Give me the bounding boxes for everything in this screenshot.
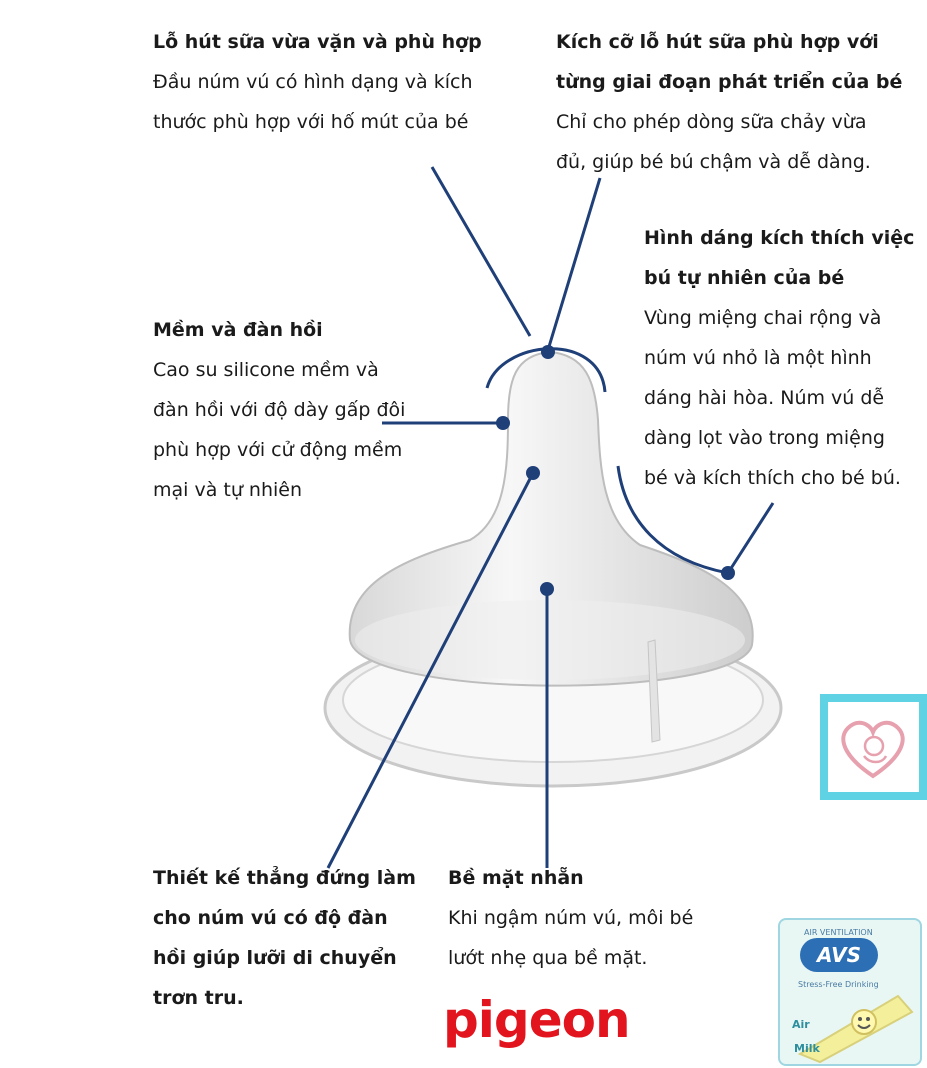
- avs-milk-text: Milk: [794, 1042, 820, 1055]
- annotation-fit-hole: [153, 22, 482, 142]
- annotation-heading: Mềm và đàn hồi: [153, 319, 323, 341]
- annotation-heading: trơn tru.: [153, 987, 244, 1009]
- annotation-body: thước phù hợp với hố mút của bé: [153, 111, 469, 133]
- annotation-body: Đầu núm vú có hình dạng và kích: [153, 71, 473, 93]
- marker-dot-tip: [541, 345, 555, 359]
- marker-dot-shoulder: [721, 566, 735, 580]
- marker-dot-base: [540, 582, 554, 596]
- annotation-heading: cho núm vú có độ đàn: [153, 907, 388, 929]
- heart-baby-icon: [828, 702, 919, 792]
- annotation-body: bé và kích thích cho bé bú.: [644, 467, 901, 489]
- avs-logo: AVS: [800, 938, 878, 972]
- avs-sub-text: Stress-Free Drinking: [798, 980, 879, 989]
- annotation-body: Chỉ cho phép dòng sữa chảy vừa: [556, 111, 867, 133]
- marker-dot-side: [496, 416, 510, 430]
- annotation-body: đủ, giúp bé bú chậm và dễ dàng.: [556, 151, 871, 173]
- annotation-body: đàn hồi với độ dày gấp đôi: [153, 399, 406, 421]
- annotation-body: dáng hài hòa. Núm vú dễ: [644, 387, 885, 409]
- avs-top-text: AIR VENTILATION: [804, 928, 873, 937]
- annotation-body: dàng lọt vào trong miệng: [644, 427, 885, 449]
- leader-line-3: [728, 503, 773, 573]
- annotation-heading: Kích cỡ lỗ hút sữa phù hợp với: [556, 31, 879, 53]
- annotation-body: núm vú nhỏ là một hình: [644, 347, 872, 369]
- annotation-soft-elastic: [153, 310, 405, 510]
- annotation-heading: bú tự nhiên của bé: [644, 267, 845, 289]
- annotation-body: phù hợp với cử động mềm: [153, 439, 403, 461]
- annotation-heading: Hình dáng kích thích việc: [644, 227, 915, 249]
- annotation-smooth-surface: [448, 858, 693, 978]
- annotation-body: Cao su silicone mềm và: [153, 359, 379, 381]
- annotation-heading: từng giai đoạn phát triển của bé: [556, 71, 903, 93]
- marker-dot-inner: [526, 466, 540, 480]
- pigeon-logo: pigeon: [443, 991, 630, 1049]
- annotation-heading: hồi giúp lưỡi di chuyển: [153, 947, 397, 969]
- leader-line-1: [432, 167, 530, 336]
- annotation-heading: Bề mặt nhẵn: [448, 867, 584, 889]
- annotation-natural-shape: [644, 218, 914, 498]
- annotation-hole-size: [556, 22, 902, 182]
- annotation-vertical-design: [153, 858, 416, 1018]
- annotation-body: lướt nhẹ qua bề mặt.: [448, 947, 648, 969]
- leader-line-2: [548, 178, 600, 350]
- annotation-heading: Thiết kế thẳng đứng làm: [153, 867, 416, 889]
- annotation-body: mại và tự nhiên: [153, 479, 303, 501]
- heart-badge: [820, 694, 927, 800]
- avs-badge: [778, 918, 922, 1066]
- annotation-heading: Lỗ hút sữa vừa vặn và phù hợp: [153, 31, 482, 53]
- annotation-body: Vùng miệng chai rộng và: [644, 307, 882, 329]
- annotation-body: Khi ngậm núm vú, môi bé: [448, 907, 694, 929]
- avs-air-text: Air: [792, 1018, 810, 1031]
